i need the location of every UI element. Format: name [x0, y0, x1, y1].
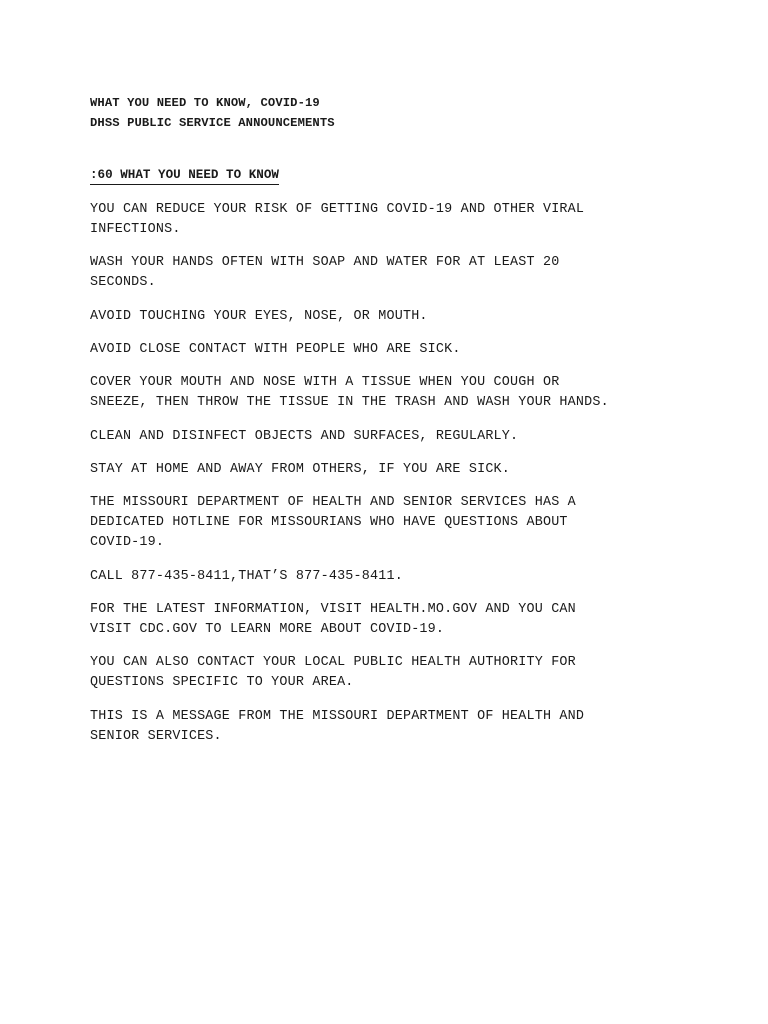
paragraph	[90, 653, 690, 693]
paragraph	[90, 340, 690, 360]
paragraph-line: CALL 877-435-8411,THAT’S 877-435-8411.	[90, 569, 403, 584]
paragraph-line: AVOID TOUCHING YOUR EYES, NOSE, OR MOUTH.	[90, 309, 428, 324]
header-subtitle: DHSS PUBLIC SERVICE ANNOUNCEMENTS	[90, 116, 335, 130]
paragraph-line: AVOID CLOSE CONTACT WITH PEOPLE WHO ARE SICK.	[90, 342, 461, 357]
paragraph	[90, 200, 690, 240]
paragraph-line: YOU CAN REDUCE YOUR RISK OF GETTING COVID-19 AND OTHER VIRAL	[90, 202, 585, 217]
paragraph	[90, 373, 690, 413]
paragraph	[90, 600, 690, 640]
paragraph	[90, 427, 690, 447]
document-header	[90, 93, 335, 133]
header-title: WHAT YOU NEED TO KNOW, COVID-19	[90, 96, 320, 110]
paragraph	[90, 253, 690, 293]
paragraph-line: WASH YOUR HANDS OFTEN WITH SOAP AND WATER FOR AT LEAST 20	[90, 255, 560, 270]
paragraph-line: YOU CAN ALSO CONTACT YOUR LOCAL PUBLIC HEALTH AUTHORITY FOR	[90, 655, 576, 670]
paragraph-line: INFECTIONS.	[90, 222, 181, 237]
paragraph	[90, 567, 690, 587]
paragraph-line: QUESTIONS SPECIFIC TO YOUR AREA.	[90, 675, 354, 690]
paragraph-line: FOR THE LATEST INFORMATION, VISIT HEALTH.MO.GOV AND YOU CAN	[90, 602, 576, 617]
paragraph-line: DEDICATED HOTLINE FOR MISSOURIANS WHO HAVE QUESTIONS ABOUT	[90, 515, 568, 530]
paragraph-line: STAY AT HOME AND AWAY FROM OTHERS, IF YOU ARE SICK.	[90, 462, 511, 477]
paragraph-line: CLEAN AND DISINFECT OBJECTS AND SURFACES, REGULARLY.	[90, 429, 519, 444]
paragraph-line: VISIT CDC.GOV TO LEARN MORE ABOUT COVID-19.	[90, 622, 445, 637]
paragraph-line: SENIOR SERVICES.	[90, 729, 222, 744]
paragraph-line: COVER YOUR MOUTH AND NOSE WITH A TISSUE WHEN YOU COUGH OR	[90, 375, 560, 390]
section-title: :60 WHAT YOU NEED TO KNOW	[90, 166, 279, 185]
paragraph	[90, 307, 690, 327]
paragraph	[90, 460, 690, 480]
paragraph-line: SECONDS.	[90, 275, 156, 290]
paragraph-line: THIS IS A MESSAGE FROM THE MISSOURI DEPARTMENT OF HEALTH AND	[90, 709, 585, 724]
paragraph-line: SNEEZE, THEN THROW THE TISSUE IN THE TRASH AND WASH YOUR HANDS.	[90, 395, 609, 410]
paragraph	[90, 493, 690, 553]
paragraph-line: COVID-19.	[90, 535, 165, 550]
paragraph	[90, 707, 690, 747]
paragraph-line: THE MISSOURI DEPARTMENT OF HEALTH AND SENIOR SERVICES HAS A	[90, 495, 576, 510]
